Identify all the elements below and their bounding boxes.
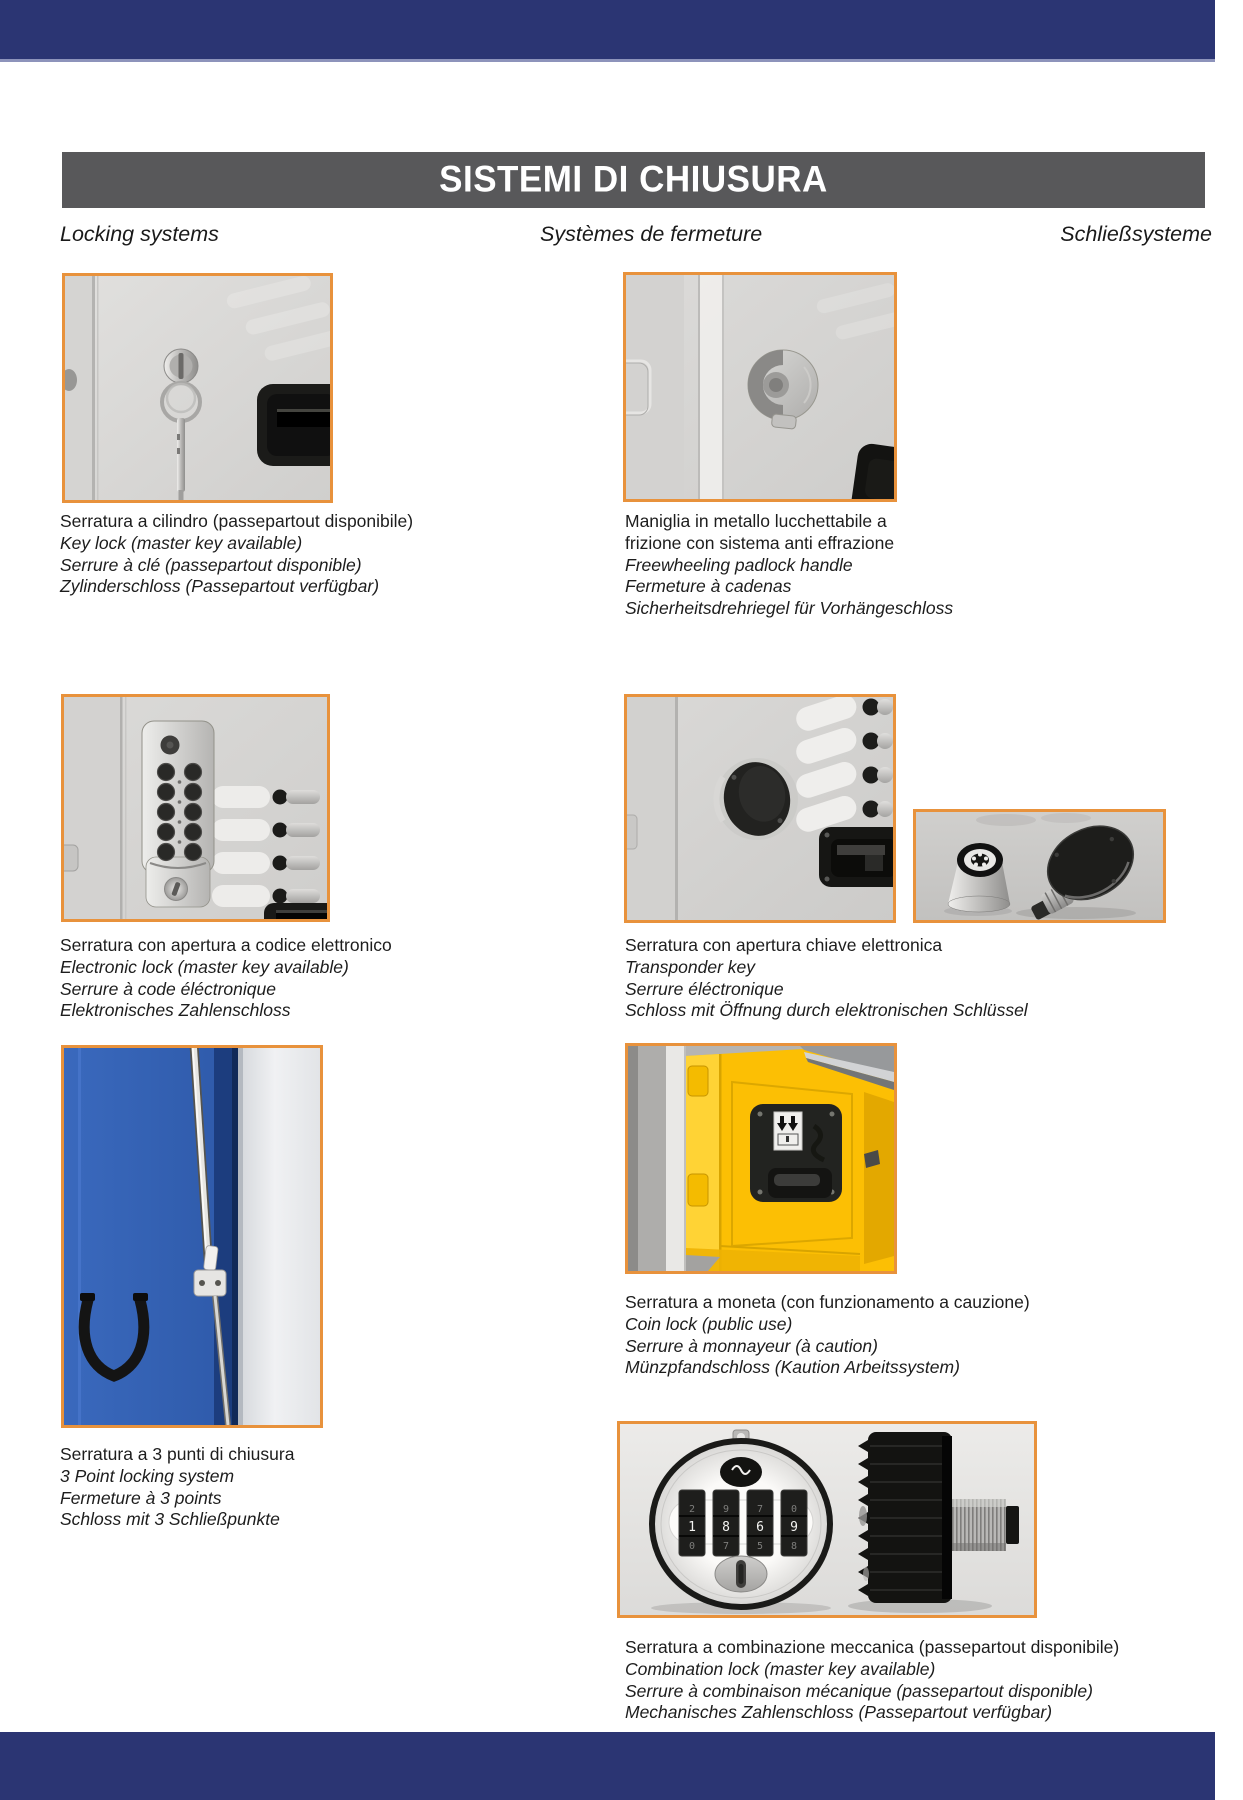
caption-line-de: Zylinderschloss (Passepartout verfügbar) <box>60 576 380 597</box>
caption-line-fr: Serrure à clé (passepartout disponible) <box>60 554 362 575</box>
three-point-photo-art <box>64 1048 320 1425</box>
dial-2-top-digit: 9 <box>722 1504 730 1515</box>
caption-coin-lock <box>625 1292 1030 1379</box>
padlock-handle-photo-art <box>626 275 894 499</box>
caption-combination-lock <box>625 1637 1119 1724</box>
caption-line-en: Coin lock (public use) <box>625 1313 793 1334</box>
photo-key-lock <box>62 273 333 503</box>
caption-line-it2: frizione con sistema anti effrazione <box>625 532 895 553</box>
coin-lock-photo-art <box>628 1046 894 1271</box>
caption-line-de: Schloss mit 3 Schließpunkte <box>60 1509 280 1530</box>
caption-line-en: Transponder key <box>625 956 756 977</box>
caption-line-en: Combination lock (master key available) <box>625 1658 936 1679</box>
caption-line-en: Key lock (master key available) <box>60 532 303 553</box>
caption-line-en: 3 Point locking system <box>60 1465 235 1486</box>
photo-combination-lock <box>617 1421 1037 1618</box>
photo-three-point-lock <box>61 1045 323 1428</box>
subtitle-german: Schließsysteme <box>1060 222 1212 246</box>
caption-line-fr: Serrure à combinaison mécanique (passepartout disponible) <box>625 1680 1093 1701</box>
caption-line-fr: Serrure à code éléctronique <box>60 978 276 999</box>
top-banner <box>0 0 1215 62</box>
caption-line-en: Electronic lock (master key available) <box>60 956 349 977</box>
title-bar <box>62 152 1205 208</box>
caption-line-fr: Serrure à monnayeur (à caution) <box>625 1335 878 1356</box>
photo-transponder-key <box>913 809 1166 923</box>
caption-line-en: Freewheeling padlock handle <box>625 554 853 575</box>
dial-4-bottom-digit: 8 <box>790 1541 798 1552</box>
dial-2-digit: 8 <box>722 1520 730 1535</box>
caption-line-it: Serratura a 3 punti di chiusura <box>60 1444 295 1464</box>
combination-lock-photo-art <box>620 1424 1034 1615</box>
dial-2-bottom-digit: 7 <box>722 1541 730 1552</box>
caption-transponder-key <box>625 935 1028 1022</box>
caption-line-de: Münzpfandschloss (Kaution Arbeitssystem) <box>625 1357 960 1378</box>
bottom-banner <box>0 1732 1215 1800</box>
transponder-key-photo-art <box>916 812 1163 920</box>
dial-1-bottom-digit: 0 <box>688 1541 696 1552</box>
caption-line-it: Serratura con apertura a codice elettronico <box>60 935 392 955</box>
caption-padlock-handle <box>625 511 953 620</box>
keypad-photo-art <box>64 697 327 919</box>
dial-1-digit: 1 <box>688 1520 696 1535</box>
photo-padlock-handle <box>623 272 897 502</box>
photo-coin-lock <box>625 1043 897 1274</box>
dial-4-digit: 9 <box>790 1520 798 1535</box>
caption-three-point-lock <box>60 1444 294 1531</box>
caption-key-lock <box>60 511 413 598</box>
subtitle-english: Locking systems <box>60 222 219 246</box>
dial-3-top-digit: 7 <box>756 1504 764 1515</box>
caption-line-it: Serratura a moneta (con funzionamento a cauzione) <box>625 1292 1030 1312</box>
knob-lock-photo-art <box>627 697 893 920</box>
dial-3-bottom-digit: 5 <box>756 1541 764 1552</box>
caption-line-fr: Fermeture à 3 points <box>60 1487 222 1508</box>
caption-line-de: Mechanisches Zahlenschloss (Passepartout verfügbar) <box>625 1702 1053 1723</box>
caption-line-fr: Serrure éléctronique <box>625 978 784 999</box>
caption-line-de: Sicherheitsdrehriegel für Vorhängeschloss <box>625 598 954 619</box>
photo-electronic-code-lock <box>61 694 330 922</box>
caption-line-it: Serratura a cilindro (passepartout disponibile) <box>60 511 414 531</box>
photo-transponder-lock-door <box>624 694 896 923</box>
page-title: SISTEMI DI CHIUSURA <box>439 159 828 200</box>
caption-line-fr: Fermeture à cadenas <box>625 576 792 597</box>
caption-line-de: Schloss mit Öffnung durch elektronischen Schlüssel <box>625 1000 1028 1021</box>
caption-line-it: Serratura a combinazione meccanica (passepartout disponibile) <box>625 1637 1120 1657</box>
dial-3-digit: 6 <box>756 1520 764 1535</box>
dial-1-top-digit: 2 <box>688 1504 696 1515</box>
subtitle-french: Systèmes de fermeture <box>540 222 763 246</box>
key-lock-photo-art <box>65 276 330 500</box>
dial-4-top-digit: 0 <box>790 1504 798 1515</box>
caption-line-de: Elektronisches Zahlenschloss <box>60 1000 291 1021</box>
caption-line-it: Serratura con apertura chiave elettronica <box>625 935 943 955</box>
caption-line-it: Maniglia in metallo lucchettabile a <box>625 511 887 531</box>
caption-electronic-code-lock <box>60 935 392 1022</box>
